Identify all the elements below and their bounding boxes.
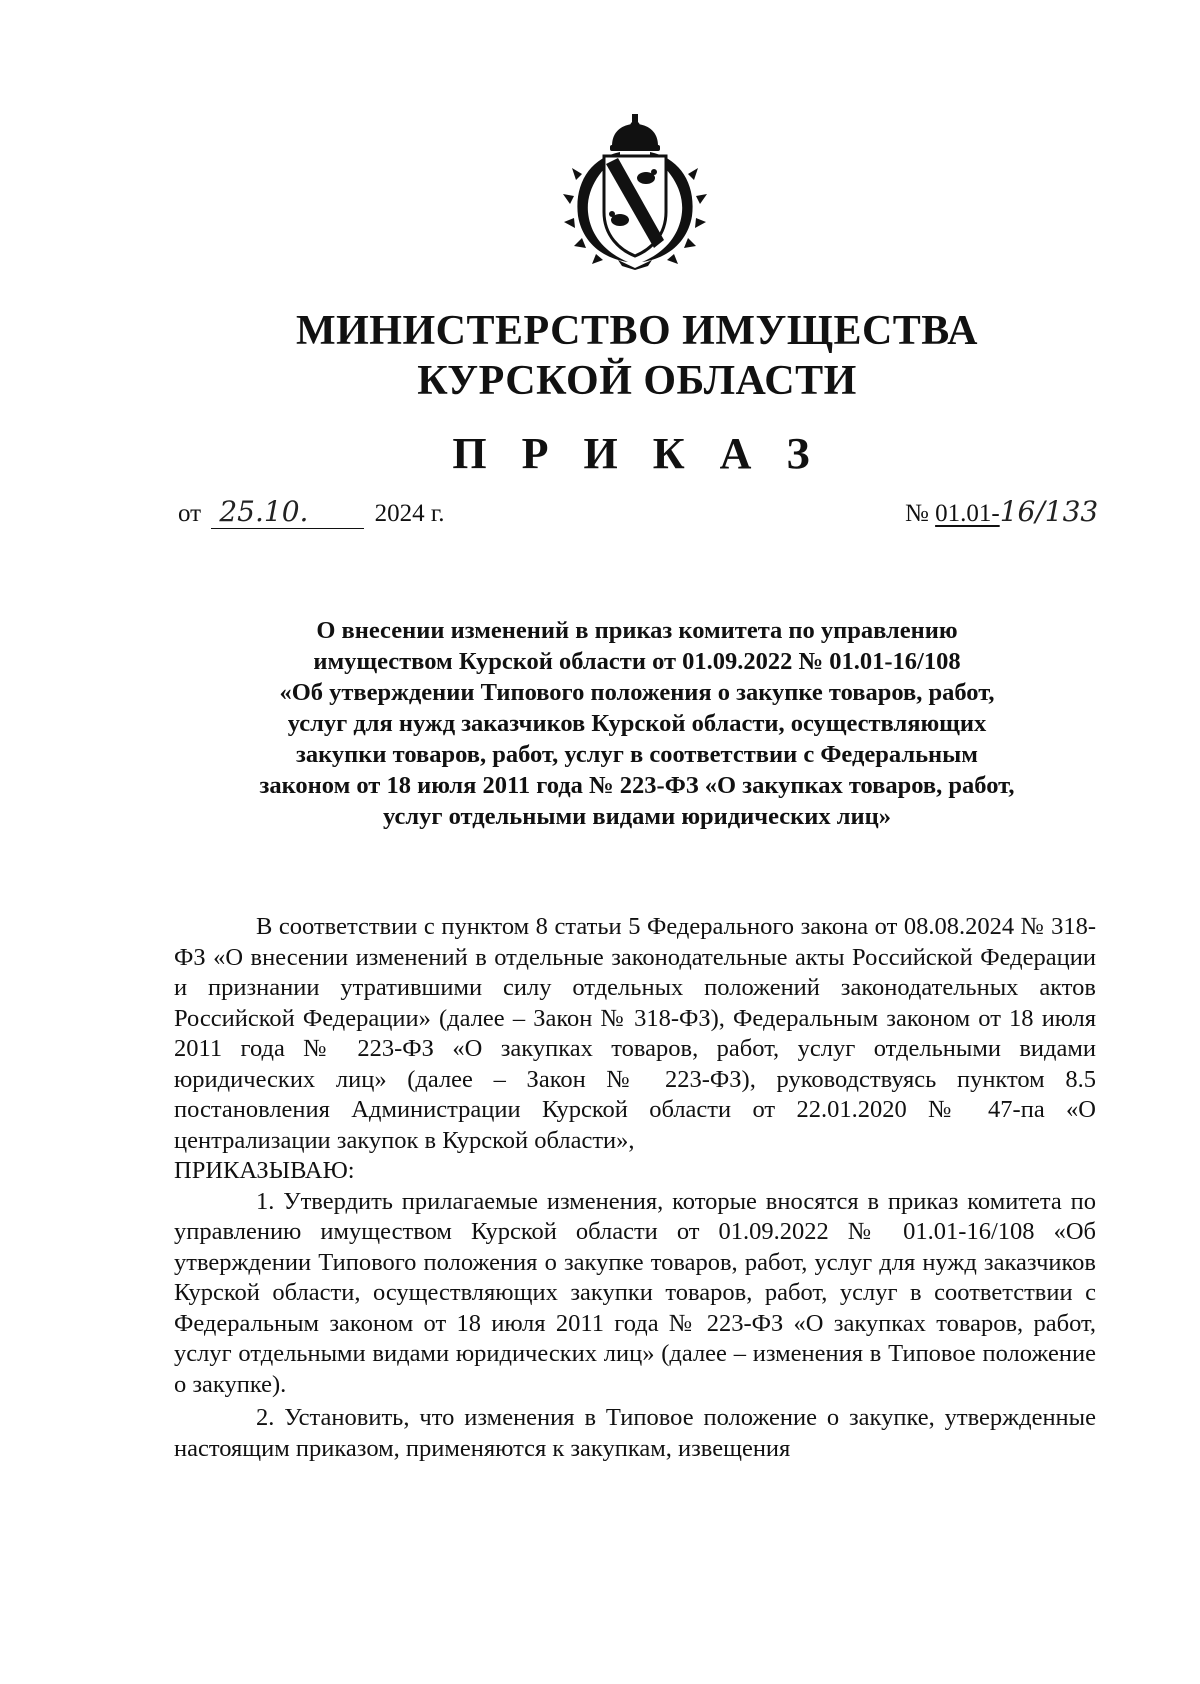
subject-line: закупки товаров, работ, услуг в соответствии с Федеральным [296,741,978,768]
subject-line: «Об утверждении Типового положения о закупке товаров, работ, [279,679,995,706]
order-number-line [905,495,1098,528]
ministry-name [0,306,1200,406]
order-item-2: 2. Установить, что изменения в Типовое положение о закупке, утвержденные настоящим приказом, применяются к закупкам, извещения [174,1404,1096,1462]
document-type-title: П Р И К А З [452,429,822,478]
coat-of-arms-emblem [560,112,710,270]
order-item-1: 1. Утвердить прилагаемые изменения, которые вносятся в приказ комитета по управлению имуществом Курской области от 01.09.2022 № 01.01-16/108 «Об утверждении Типового положения о закупке товаров, работ, услуг для нужд заказчиков Курской области, осуществляющих закупки товаров, работ, услуг в соответствии с Федеральным законом от 18 июля 2011 года № 223-ФЗ «О закупках товаров, работ, услуг отдельными видами юридических лиц» (далее – изменения в Типовое положение о закупке). [174,1187,1096,1398]
subject-line: О внесении изменений в приказ комитета по управлению [316,617,958,644]
date-prefix: от [178,500,202,527]
order-subject [170,615,1104,832]
subject-line: услуг для нужд заказчиков Курской области, осуществляющих [287,710,987,737]
number-handwritten-part: 16/133 [999,495,1099,528]
number-sign: № [905,500,929,527]
order-date-line [178,495,445,529]
order-word: ПРИКАЗЫВАЮ: [174,1157,355,1184]
number-printed-part: 01.01- [935,500,1000,527]
subject-line: имуществом Курской области от 01.09.2022 № 01.01-16/108 [313,648,961,675]
handwritten-date: 25.10. [211,495,364,529]
ministry-name-line2: КУРСКОЙ ОБЛАСТИ [417,358,857,404]
preamble-paragraph: В соответствии с пунктом 8 статьи 5 Федерального закона от 08.08.2024 № 318-ФЗ «О внесении изменений в отдельные законодательные акты Российской Федерации и признании утратившими силу отдельных положений законодательных актов Российской Федерации» (далее – Закон № 318-ФЗ), Федеральным законом от 18 июля 2011 года № 223-ФЗ «О закупках товаров, работ, услуг отдельными видами юридических лиц» (далее – Закон № 223-ФЗ), руководствуясь пунктом 8.5 постановления Администрации Курской области от 22.01.2020 № 47-па «О централизации закупок в Курской области», [174,913,1096,1154]
ministry-name-line1: МИНИСТЕРСТВО ИМУЩЕСТВА [295,308,978,354]
date-year: 2024 г. [374,500,445,527]
subject-line: законом от 18 июля 2011 года № 223-ФЗ «О закупках товаров, работ, [259,772,1015,799]
subject-line: услуг отдельными видами юридических лиц» [383,803,891,830]
order-body [174,912,1096,1464]
